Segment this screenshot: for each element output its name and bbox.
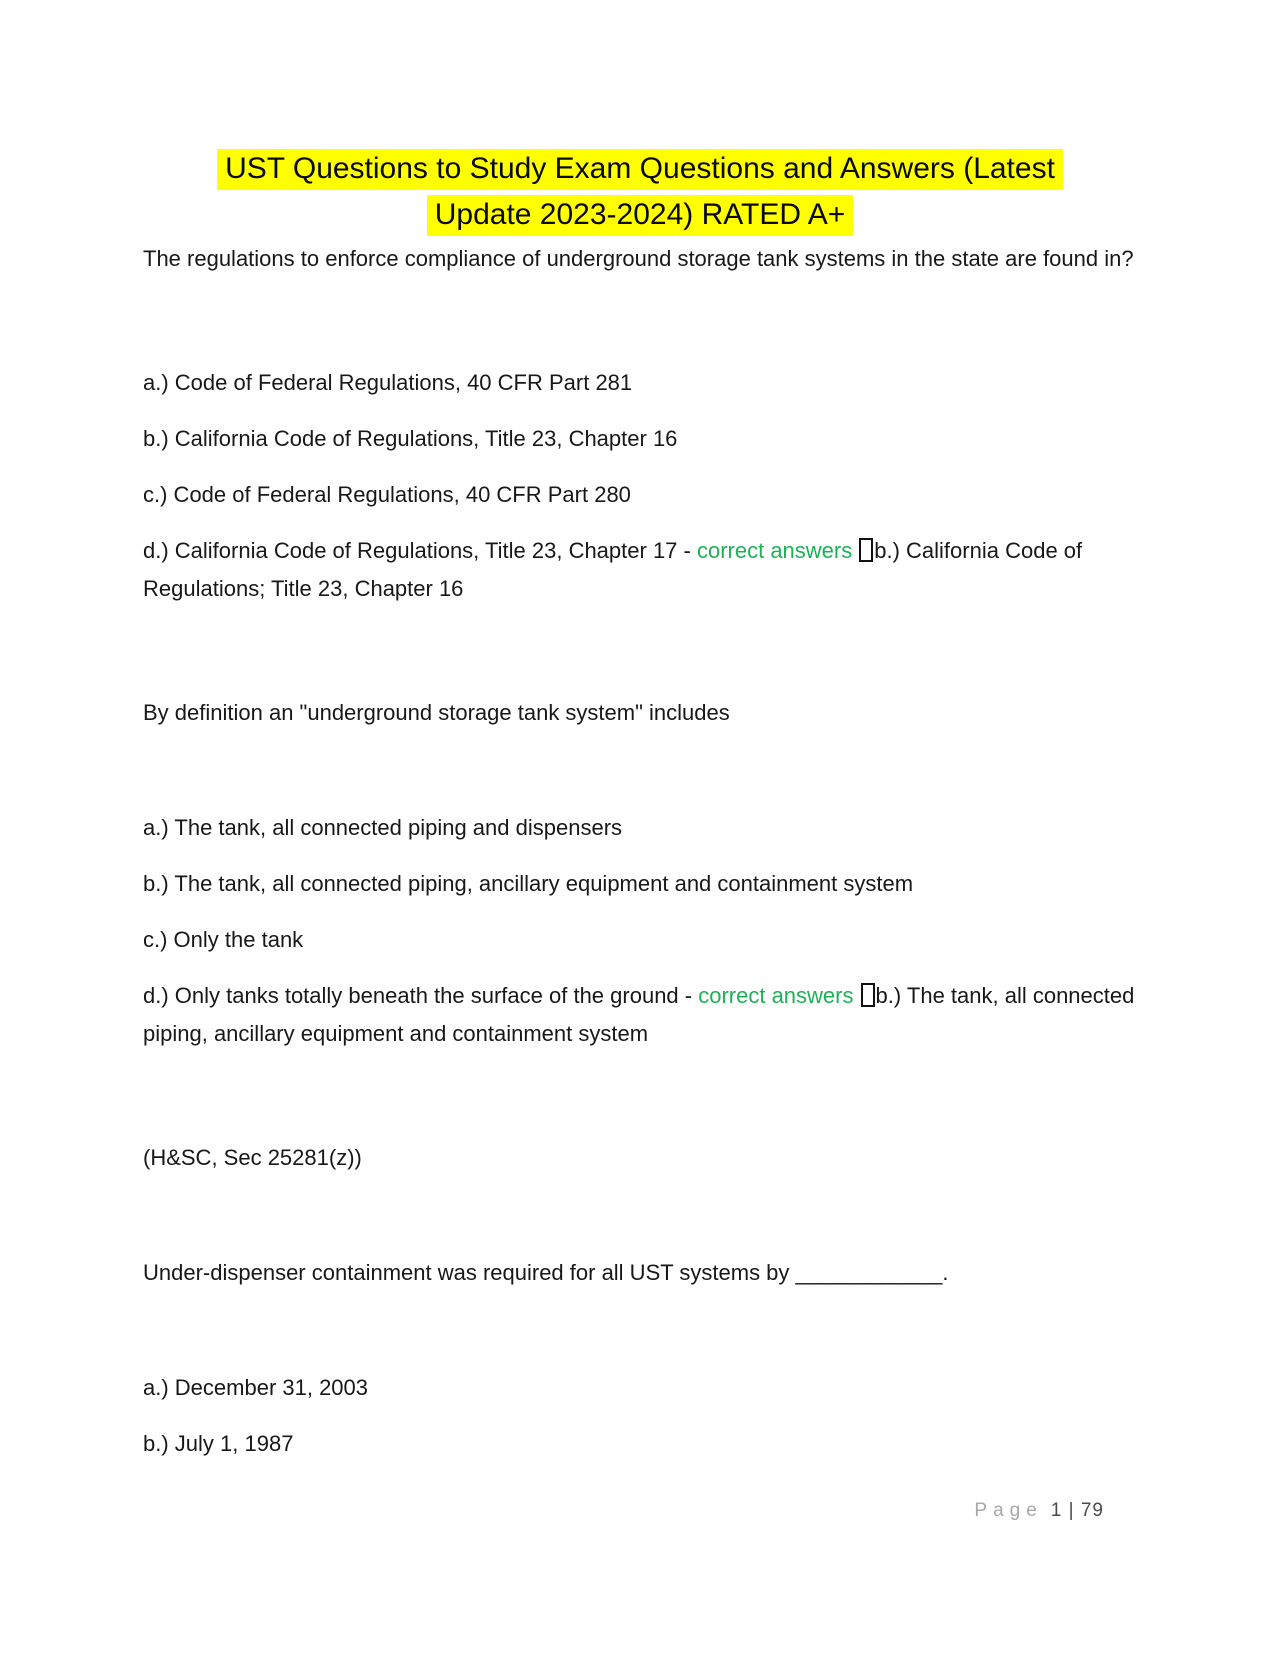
question-3-option-a: a.) December 31, 2003: [143, 1375, 369, 1400]
question-1-option-b: b.) California Code of Regulations, Title 23, Chapter 16: [143, 426, 678, 451]
title-highlight-line-1: UST Questions to Study Exam Questions and Answers (Latest: [217, 149, 1063, 190]
question-2-correct-answers-label: correct answers: [698, 983, 854, 1008]
footer-page-label: Page: [974, 1500, 1043, 1521]
document-title: [143, 146, 1137, 238]
question-2-option-b: b.) The tank, all connected piping, ancillary equipment and containment system: [143, 871, 914, 896]
question-1-correct-answer-text: b.) California Code of Regulations; Title 23, Chapter 16: [143, 538, 1083, 601]
question-3-option-b: b.) July 1, 1987: [143, 1431, 294, 1456]
title-line-2: [143, 192, 1137, 238]
footer-page-number: 1 | 79: [1050, 1500, 1104, 1521]
question-1-text: The regulations to enforce compliance of underground storage tank systems in the state are found in?: [143, 246, 1134, 271]
citation-line: (H&SC, Sec 25281(z)): [143, 1145, 362, 1170]
title-line-1: [143, 146, 1137, 192]
title-highlight-line-2: Update 2023-2024) RATED A+: [427, 195, 854, 236]
question-2-correct-answer-text: b.) The tank, all connected piping, ancillary equipment and containment system: [143, 983, 1135, 1046]
page-footer: [974, 1500, 1104, 1522]
question-1-option-c: c.) Code of Federal Regulations, 40 CFR Part 280: [143, 482, 631, 507]
question-2-option-c: c.) Only the tank: [143, 927, 304, 952]
missing-glyph-icon: [861, 983, 875, 1007]
question-1-option-a: a.) Code of Federal Regulations, 40 CFR Part 281: [143, 370, 633, 395]
question-2-option-d: [143, 977, 1137, 1053]
missing-glyph-icon: [859, 538, 873, 562]
question-1-correct-answers-label: correct answers: [696, 538, 853, 563]
question-3-text: Under-dispenser containment was required for all UST systems by ____________.: [143, 1260, 949, 1285]
question-1-option-d-text: d.) California Code of Regulations, Title 23, Chapter 17 -: [143, 538, 697, 563]
question-1-option-d: [143, 532, 1137, 608]
question-2-option-d-text: d.) Only tanks totally beneath the surface of the ground -: [143, 983, 699, 1008]
question-2-text: By definition an "underground storage tank system" includes: [143, 700, 730, 725]
question-2-option-a: a.) The tank, all connected piping and dispensers: [143, 815, 623, 840]
